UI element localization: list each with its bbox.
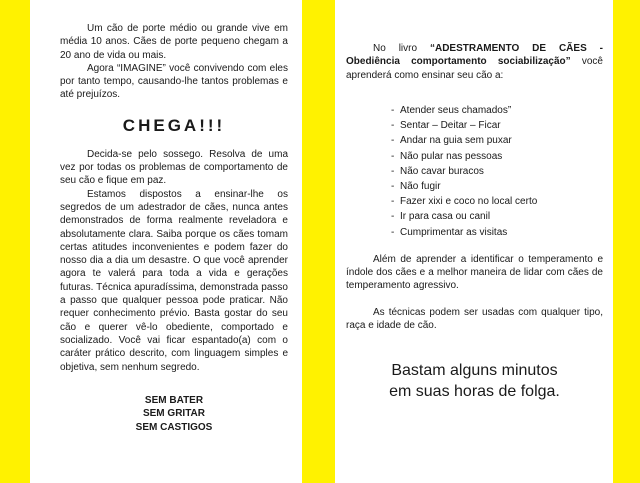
list-item: - Fazer xixi e coco no local certo	[391, 196, 538, 208]
list-item: - Não pular nas pessoas	[391, 150, 503, 162]
secrets-paragraph: Estamos dispostos a ensinar-lhe os segredos de um adestrador de cães, nunca antes demonstrados de forma realmente reveladora e absolutamente clara. Saiba porque os cães tomam certas atitudes inconvenientes e podem fazer do nosso dia a dia um desastre. O que você aprender agora te valerá para toda a vida e gerações futuras. Técnica apuradíssima, demonstrada passo a passo que qualquer pessoa pode praticar. Não requer conhecimento prévio. Basta gostar do seu cão e querer vê-lo obediente, comportado e socializado. Você vai ficar espantado(a) com o caráter prático descrito, com linguagem simples e objetiva, sem nenhum segredo.	[60, 188, 288, 373]
headline-chega: CHEGA!!!	[122, 115, 226, 135]
footer-line-1: Bastam alguns minutos	[391, 362, 558, 380]
right-page	[335, 0, 613, 483]
intro-suffix: você aprenderá como ensinar seu cão a:	[346, 56, 603, 81]
footer-tagline	[346, 360, 603, 402]
intro-prefix: No livro	[373, 43, 430, 54]
techniques-paragraph: As técnicas podem ser usadas com qualquer tipo, raça e idade de cão.	[346, 306, 603, 331]
list-item: - Não fugir	[391, 180, 441, 192]
left-page	[30, 0, 302, 483]
list-item: - Ir para casa ou canil	[391, 211, 491, 223]
list-item: - Andar na guia sem puxar	[391, 135, 512, 147]
skills-list	[391, 103, 603, 240]
footer-line-2: em suas horas de folga.	[389, 383, 560, 401]
temperament-paragraph: Além de aprender a identificar o temperamento e índole dos cães e a melhor maneira de lidar com cães de temperamento agressivo.	[346, 253, 603, 292]
lifespan-paragraph: Um cão de porte médio ou grande vive em média 10 anos. Cães de porte pequeno chegam a 20 ano de vida ou mais.	[60, 23, 288, 61]
slogan-sem-castigos: SEM CASTIGOS	[135, 421, 213, 433]
slogan-sem-gritar: SEM GRITAR	[142, 408, 206, 420]
slogan-sem-bater: SEM BATER	[144, 394, 204, 406]
decide-paragraph: Decida-se pelo sossego. Resolva de uma vez por todas os problemas de comportamento de seu cão e fique em paz.	[60, 148, 288, 187]
book-title: “ADESTRAMENTO DE CÃES - Obediência comportamento sociabilização”	[346, 43, 603, 68]
closing-slogans	[60, 394, 288, 435]
list-item: - Atender seus chamados”	[391, 104, 512, 116]
list-item: - Sentar – Deitar – Ficar	[391, 120, 501, 132]
list-item: - Não cavar buracos	[391, 165, 484, 177]
imagine-paragraph: Agora “IMAGINE” você convivendo com eles por tanto tempo, causando-lhe tantos problemas e até prejuízos.	[60, 62, 288, 101]
book-intro-paragraph	[346, 42, 603, 82]
list-item: - Cumprimentar as visitas	[391, 226, 508, 238]
